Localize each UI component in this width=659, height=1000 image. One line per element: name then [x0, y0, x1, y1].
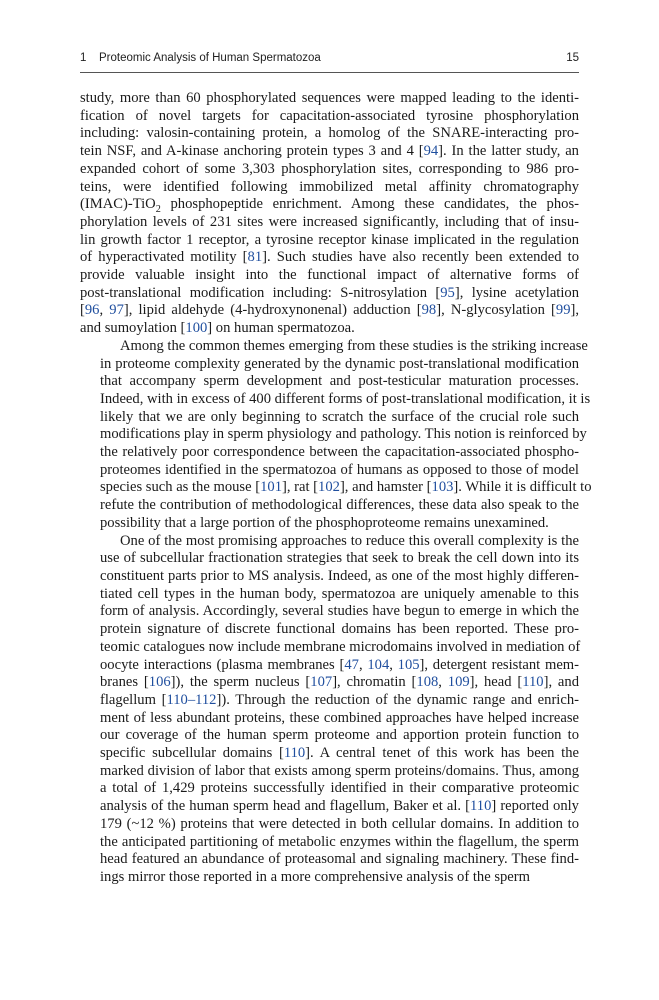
text-run: ], N-glycosylation [	[436, 302, 556, 319]
text-line	[80, 444, 579, 462]
text-line	[80, 550, 579, 568]
chapter-title: Proteomic Analysis of Human Spermatozoa	[99, 52, 321, 64]
text-line	[80, 603, 579, 621]
citation-link[interactable]: 95	[440, 284, 455, 301]
text-line	[80, 692, 579, 710]
text-line	[80, 745, 579, 763]
text-run: form of analysis. Accordingly, several studies have begun to emerge in which the	[100, 603, 579, 620]
text-run: fication of novel targets for capacitation-associated tyrosine phosphorylation	[80, 107, 579, 124]
text-run: provide valuable insight into the functional impact of alternative forms of	[80, 267, 579, 284]
text-run: proteomes identified in the spermatozoa of humans as opposed to those of model	[100, 461, 579, 478]
citation-link[interactable]: 103	[431, 479, 454, 496]
text-run: ]. While it is difficult to	[453, 479, 592, 496]
text-run: ], and	[543, 674, 580, 691]
text-line	[80, 409, 579, 427]
text-run: ], lysine acetylation	[454, 284, 580, 301]
text-run: [	[80, 302, 85, 319]
text-run: analysis of the human sperm head and flagellum, Baker et al. [	[100, 798, 471, 815]
citation-link[interactable]: 97	[109, 302, 124, 319]
text-run: 179 (~12 %) proteins that were detected in both cellular domains. In addition to	[100, 815, 579, 832]
text-run: Among the common themes emerging from these studies is the striking increase	[120, 337, 588, 354]
text-line	[80, 302, 579, 320]
text-line	[80, 267, 579, 285]
text-line	[80, 373, 579, 391]
citation-link[interactable]: 81	[247, 249, 263, 266]
citation-link[interactable]: 101	[260, 479, 282, 496]
text-run: that accompany sperm development and post-testicular maturation processes.	[100, 373, 579, 390]
text-run: oocyte interactions (plasma membranes [	[100, 656, 345, 673]
text-run: ]. Such studies have also recently been extended to	[262, 249, 579, 266]
citation-link[interactable]: 108	[416, 674, 439, 691]
citation-link[interactable]: 105	[397, 656, 420, 673]
text-line	[80, 320, 579, 338]
text-run: the anticipated partitioning of metabolic enzymes within the flagellum, the sperm	[100, 833, 579, 850]
text-run: post-translational modification including: S-nitrosylation [	[80, 284, 441, 301]
text-run: ]. In the latter study, an	[438, 143, 579, 160]
citation-link[interactable]: 107	[310, 674, 333, 691]
text-line	[80, 285, 579, 303]
paragraph	[80, 90, 579, 338]
citation-link[interactable]: 110	[470, 798, 492, 815]
text-line	[80, 497, 579, 515]
citation-link[interactable]: 106	[148, 674, 171, 691]
text-run: expanded cohort of some 3,303 phosphorylation sites, corresponding to 986 pro-	[80, 160, 579, 177]
text-run: use of subcellular fractionation strategies that seek to break the cell down into its	[100, 550, 579, 567]
text-run: specific subcellular domains [	[100, 745, 284, 762]
citation-link[interactable]: 94	[423, 143, 439, 160]
text-run: refute the contribution of methodological differences, these data also speak to the	[100, 497, 579, 514]
text-run: ], lipid aldehyde (4-hydroxynonenal) adduction [	[123, 302, 422, 319]
text-line	[80, 462, 579, 480]
text-line	[80, 710, 579, 728]
text-line	[80, 390, 591, 409]
text-run: ], detergent resistant mem-	[419, 656, 580, 673]
text-run: ment of less abundant proteins, these combined approaches have helped increase	[100, 709, 579, 726]
text-line	[80, 214, 579, 232]
text-line	[80, 798, 579, 816]
running-head	[80, 52, 579, 68]
text-line	[80, 232, 579, 250]
text-run: ,	[438, 674, 448, 691]
text-run: phorylation levels of 231 sites were increased significantly, including that of insu-	[80, 213, 579, 230]
text-run: ]). Through the reduction of the dynamic range and enrich-	[216, 691, 580, 708]
text-line	[80, 568, 579, 586]
text-run: including: valosin-containing protein, a homolog of the SNARE-interacting pro-	[80, 125, 579, 142]
text-run: teins, were identified following immobilized metal affinity chromatography	[80, 178, 579, 195]
text-run: ]), the sperm nucleus [	[170, 674, 311, 691]
text-line	[80, 586, 579, 604]
text-run: lin growth factor 1 receptor, a tyrosine receptor kinase implicated in the regulation	[80, 231, 579, 248]
text-run: in proteome complexity generated by the dynamic post-translational modification	[100, 355, 579, 372]
text-line	[80, 143, 579, 161]
text-run: ings mirror those reported in a more comprehensive analysis of the sperm	[100, 868, 530, 885]
text-line	[80, 125, 579, 143]
text-run: Indeed, with in excess of 400 different forms of post-translational modification, it is	[100, 390, 591, 407]
text-run: marked division of labor that exists among sperm proteins/domains. Thus, among	[100, 762, 579, 779]
text-line	[80, 657, 579, 675]
text-line	[80, 161, 579, 179]
citation-link[interactable]: 110	[522, 674, 544, 691]
citation-link[interactable]: 104	[367, 656, 390, 673]
text-run: tiated cell types in the human body, spermatozoa are uniquely amenable to this	[100, 585, 579, 602]
text-run: ,	[99, 302, 110, 319]
text-run: head featured an abundance of proteasomal and signaling machinery. These find-	[100, 851, 579, 868]
text-run: ], rat [	[281, 479, 319, 496]
citation-link[interactable]: 110	[283, 745, 306, 762]
header-rule	[80, 72, 579, 73]
text-run: possibility that a large portion of the phosphoproteome remains unexamined.	[100, 514, 549, 531]
text-run: likely that we are only beginning to scratch the surface of the crucial role such	[100, 408, 579, 425]
citation-link[interactable]: 102	[318, 479, 340, 496]
text-run: ,	[358, 656, 368, 673]
text-line	[80, 479, 592, 497]
text-run: protein signature of discrete functional domains has been reported. These pro-	[100, 621, 579, 638]
text-line	[80, 834, 579, 852]
citation-link[interactable]: 96	[84, 302, 100, 319]
text-line	[80, 337, 588, 356]
text-run: ,	[389, 656, 398, 673]
citation-link[interactable]: 100	[185, 320, 208, 337]
text-run: of hyperactivated motility [	[80, 249, 248, 266]
text-run: One of the most promising approaches to reduce this overall complexity is the	[120, 532, 579, 549]
citation-link[interactable]: 98	[421, 302, 437, 319]
text-run: flagellum [	[100, 691, 167, 708]
text-line	[80, 196, 579, 214]
text-run: phosphopeptide enrichment. Among these candidates, the phos-	[160, 196, 579, 213]
citation-link[interactable]: 110–112	[166, 691, 217, 708]
text-run: branes [	[100, 674, 149, 691]
text-line	[80, 763, 579, 781]
text-run: ] on human spermatozoa.	[207, 320, 355, 337]
text-run: our coverage of the human sperm proteome and apportion protein function to	[100, 727, 579, 744]
chapter-number: 1	[80, 52, 87, 64]
text-run: ],	[570, 302, 580, 319]
text-line	[80, 851, 579, 869]
text-run: ], and hamster [	[339, 479, 432, 496]
text-line	[80, 621, 579, 639]
text-line	[80, 249, 579, 267]
text-line	[80, 90, 579, 108]
text-line	[80, 426, 587, 444]
text-line	[80, 515, 579, 533]
text-run: study, more than 60 phosphorylated sequences were mapped leading to the identi-	[80, 90, 579, 106]
text-run: teomic catalogues now include membrane microdomains involved in mediation of	[100, 638, 581, 655]
text-run: ] reported only	[491, 798, 579, 815]
paragraph	[80, 337, 592, 533]
text-line	[80, 780, 579, 798]
citation-link[interactable]: 99	[555, 302, 571, 319]
text-line	[80, 816, 579, 834]
subscript: 2	[155, 204, 161, 216]
citation-link[interactable]: 47	[344, 656, 359, 673]
text-run: and sumoylation [	[80, 320, 186, 337]
text-line	[80, 639, 579, 657]
text-line	[80, 869, 579, 887]
text-run: modifications play in sperm physiology and pathology. This notion is reinforced by	[100, 426, 587, 443]
text-line	[80, 108, 579, 126]
text-run: tein NSF, and A-kinase anchoring protein types 3 and 4 [	[80, 143, 424, 160]
body-text	[80, 90, 592, 887]
text-line	[80, 674, 579, 692]
text-run: species such as the mouse [	[100, 479, 261, 496]
text-run: ], head [	[469, 674, 523, 691]
text-line	[80, 179, 579, 197]
paragraph	[80, 533, 579, 887]
text-run: (IMAC)-TiO	[80, 196, 156, 213]
text-run: a total of 1,429 proteins successfully identified in their comparative proteomic	[100, 780, 579, 797]
text-line	[80, 727, 579, 745]
text-line	[80, 356, 579, 374]
text-run: ], chromatin [	[332, 674, 417, 691]
text-run: constituent parts prior to MS analysis. Indeed, as one of the most highly differen-	[100, 567, 579, 584]
text-line	[80, 533, 579, 551]
citation-link[interactable]: 109	[447, 674, 470, 691]
text-run: the relatively poor correspondence between the capacitation-associated phospho-	[100, 444, 579, 461]
text-run: ]. A central tenet of this work has been the	[305, 745, 579, 762]
page-number: 15	[566, 52, 579, 64]
